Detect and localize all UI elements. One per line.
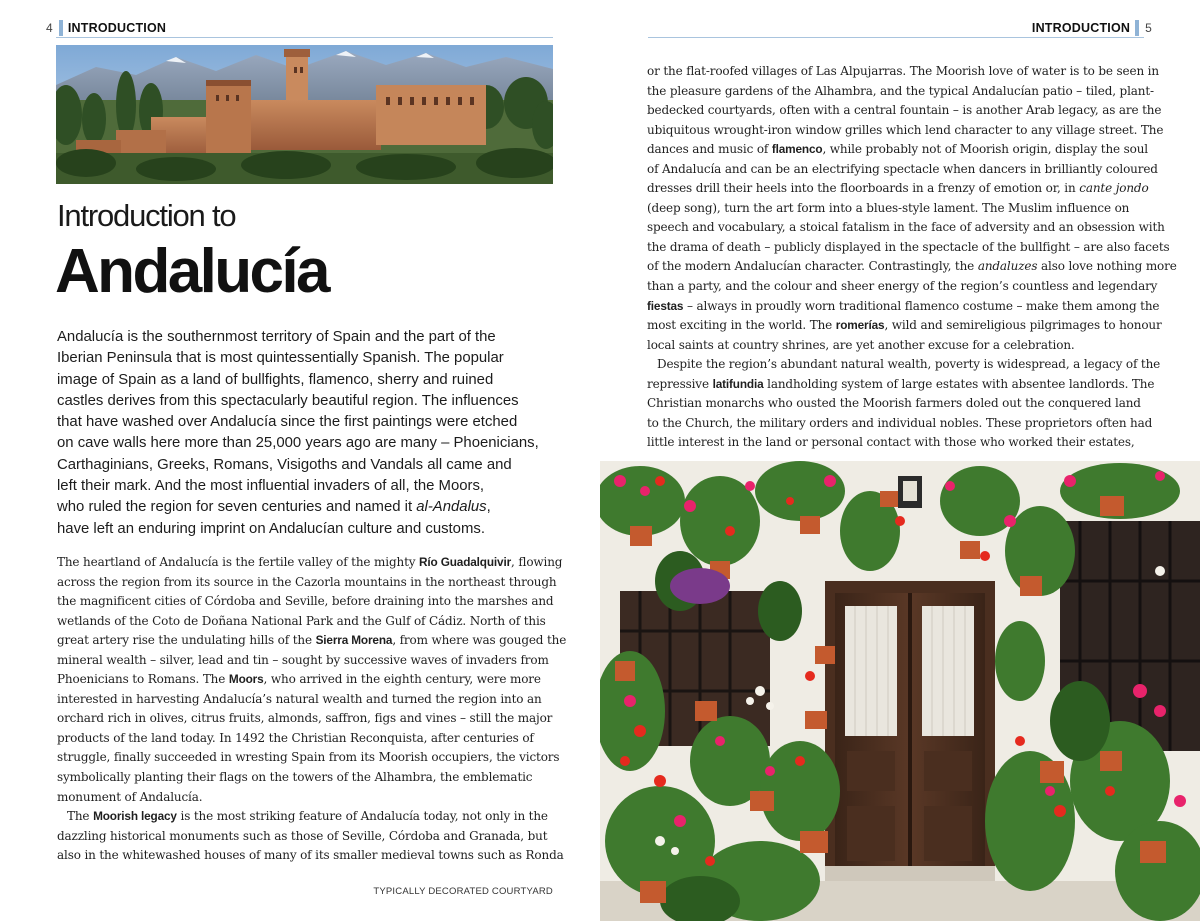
keyword: romerías [835,318,885,333]
text-line [57,729,552,749]
text-line [57,476,557,497]
text-run: the drama of death – publicly displayed in the spectacle of the bullfight – are also facets [647,239,1170,254]
right-page [600,0,1200,921]
text-run: symbolically planting their flags on the towers of the Alhambra, the emblematic [57,770,533,785]
text-line [57,788,552,808]
text-run: monument of Andalucía. [57,789,203,804]
text-run: , from where was gouged the [392,633,567,648]
text-run: Christian monarchs who ousted the Moorish farmers doled out the conquered land [647,396,1141,411]
photo-caption: TYPICALLY DECORATED COURTYARD [373,886,553,897]
page-number-left: 4 [46,21,53,35]
page-title-line1: Introduction to [57,198,236,233]
keyword: Moors [228,672,264,687]
text-run: is the most striking feature of Andalucía today, not only in the [176,809,548,824]
text-line [647,62,1159,82]
text-run: , wild and semireligious pilgrimages to honour [884,318,1162,333]
text-line [57,670,552,690]
text-run: , while probably not of Moorish origin, display the soul [822,142,1148,157]
text-run: , who arrived in the eighth century, were more [263,672,541,687]
header-rule-right [648,37,1144,38]
text-run: or the flat-roofed villages of Las Alpujarras. The Moorish love of water is to be seen in [647,64,1159,78]
italic-term: andaluzes [977,259,1038,274]
text-run: of Andalucía and can be an electrifying spectacle when dancers in brilliantly coloured [647,161,1158,176]
text-run: who ruled the region for seven centuries and named it [57,499,417,516]
text-run: left their mark. And the most influential invaders of all, the Moors, [57,478,485,495]
text-line [57,651,552,671]
text-line [647,121,1164,141]
text-line [647,82,1154,102]
text-run: the pleasure gardens of the Alhambra, and the typical Andalucían patio – tiled, plant- [647,83,1154,98]
text-line [57,391,557,412]
text-run: also in the whitewashed houses of many of its smaller medieval towns such as Ronda [57,848,564,863]
text-run: have left an enduring imprint on Andalucían culture and customs. [57,520,485,537]
italic-term: cante jondo [1079,181,1149,196]
text-line [647,101,1162,121]
text-run: struggle, finally succeeded in wresting Spain from its Moorish occupiers, the victors [57,750,560,765]
text-line [57,631,567,651]
text-run: Phoenicians to Romans. The [57,672,229,687]
text-run: Andalucía is the southernmost territory of Spain and the part of the [57,329,496,345]
text-line [57,846,564,866]
text-line [647,277,1158,297]
text-line [647,414,1153,434]
page-number-right: 5 [1145,21,1152,35]
text-run: The heartland of Andalucía is the fertile valley of the mighty [57,555,420,569]
header-accent-bar [1135,20,1139,36]
text-run: , flowing [511,555,563,569]
text-run: repressive [647,376,713,391]
text-run: The [67,809,94,824]
text-line [647,336,1147,356]
text-line [57,455,557,476]
text-line [647,297,1160,317]
page-title-line2: Andalucía [55,237,328,306]
text-run: dazzling historical monuments such as those of Seville, Córdoba and Granada, but [57,828,548,843]
header-accent-bar [59,20,63,36]
text-run: , [486,499,491,516]
text-run: image of Spain as a land of bullfights, flamenco, sherry and ruined [57,371,494,388]
intro-paragraph [57,327,557,540]
text-line [647,199,1147,219]
courtyard-photo [600,461,1200,921]
text-run: Carthaginians, Greeks, Romans, Visigoths and Vandals all came and [57,456,512,473]
running-header-right [1032,19,1152,37]
text-run: also love nothing more [1037,259,1177,274]
italic-term: al-Andalus [416,499,487,516]
text-run: the magnificent cities of Córdoba and Seville, before draining into the marshes and [57,594,554,609]
text-run: products of the land today. In 1492 the Christian Reconquista, after centuries of [57,730,534,745]
text-line [647,257,1177,277]
text-run: speech and vocabulary, a stoical fatalism in the face of adversity and an obsession with [647,220,1165,235]
text-run: great artery rise the undulating hills of the [57,633,316,648]
left-body-text [57,553,567,866]
text-line [57,348,557,369]
text-run: dresses drill their heels into the floorboards in a frenzy of emotion or, in [647,181,1080,196]
text-line [647,140,1147,160]
header-rule-left [56,37,553,38]
running-header-left [46,19,166,37]
text-line [57,370,557,391]
keyword: Moorish legacy [93,809,177,824]
text-line [57,690,552,710]
text-run: interested in harvesting Andalucía’s natural wealth and turned the region into an [57,691,542,706]
text-line [57,748,560,768]
text-line [647,355,1161,375]
text-line [57,709,552,729]
text-run: landholding system of large estates with absentee landlords. The [763,376,1155,391]
keyword: fiestas [647,298,684,313]
text-line [647,238,1170,258]
text-line [57,592,552,612]
text-line [57,553,563,573]
text-run: wetlands of the Coto de Doñana National Park and the Gulf of Cádiz. North of this [57,613,546,628]
text-line [647,394,1147,414]
text-run: that have washed over Andalucía since the first paintings were etched [57,414,518,431]
text-run: local saints at country shrines, are yet another excuse for a celebration. [647,337,1075,352]
text-run: – always in proudly worn traditional flamenco costume – make them among the [683,298,1160,313]
text-run: ubiquitous wrought-iron window grilles which lend character to any village street. The [647,122,1164,137]
text-line [647,218,1165,238]
section-label-left: INTRODUCTION [67,21,167,35]
text-line [57,768,552,788]
text-line [647,316,1162,336]
text-line [647,433,1147,453]
text-run: dances and music of [647,142,772,157]
text-line [647,375,1155,395]
text-run: orchard rich in olives, citrus fruits, almonds, saffron, figs and vines – still the major [57,711,553,726]
text-run: of the modern Andalucían character. Contrastingly, the [647,259,978,274]
text-run: than a party, and the colour and sheer energy of the region’s countless and legendary [647,279,1158,294]
text-line [57,827,552,847]
text-run: Iberian Peninsula that is most quintessentially Spanish. The popular [57,350,504,367]
section-label-right: INTRODUCTION [1031,21,1131,35]
keyword: latifundia [712,376,764,391]
text-line [57,612,552,632]
keyword: flamenco [771,142,823,157]
text-line [57,573,557,593]
text-line [57,497,557,518]
text-run: to the Church, the military orders and individual nobles. These proprietors often had [647,415,1153,430]
text-run: (deep song), turn the art form into a blues-style lament. The Muslim influence on [647,200,1130,215]
text-line [57,327,557,348]
text-line [57,433,557,454]
keyword: Río Guadalquivir [419,555,512,569]
text-run: Despite the region’s abundant natural wealth, poverty is widespread, a legacy of the [657,357,1161,372]
right-body-text [647,62,1177,453]
text-run: castles derives from this spectacularly beautiful region. The influences [57,392,519,409]
text-line [57,519,557,540]
text-line [57,807,552,827]
text-run: on cave walls here more than 25,000 years ago are many – Phoenicians, [57,435,539,452]
text-run: most exciting in the world. The [647,318,836,333]
text-line [647,160,1158,180]
text-run: bedecked courtyards, often with a central fountain – is another Arab legacy, as are the [647,103,1162,118]
alhambra-photo [56,45,553,184]
text-run: across the region from its source in the Cazorla mountains in the northeast through [57,574,557,589]
text-line [647,179,1147,199]
text-run: little interest in the land or personal contact with those who worked their estates, [647,435,1135,450]
text-line [57,412,557,433]
text-run: mineral wealth – silver, lead and tin – sought by successive waves of invaders from [57,652,549,667]
keyword: Sierra Morena [315,633,393,648]
